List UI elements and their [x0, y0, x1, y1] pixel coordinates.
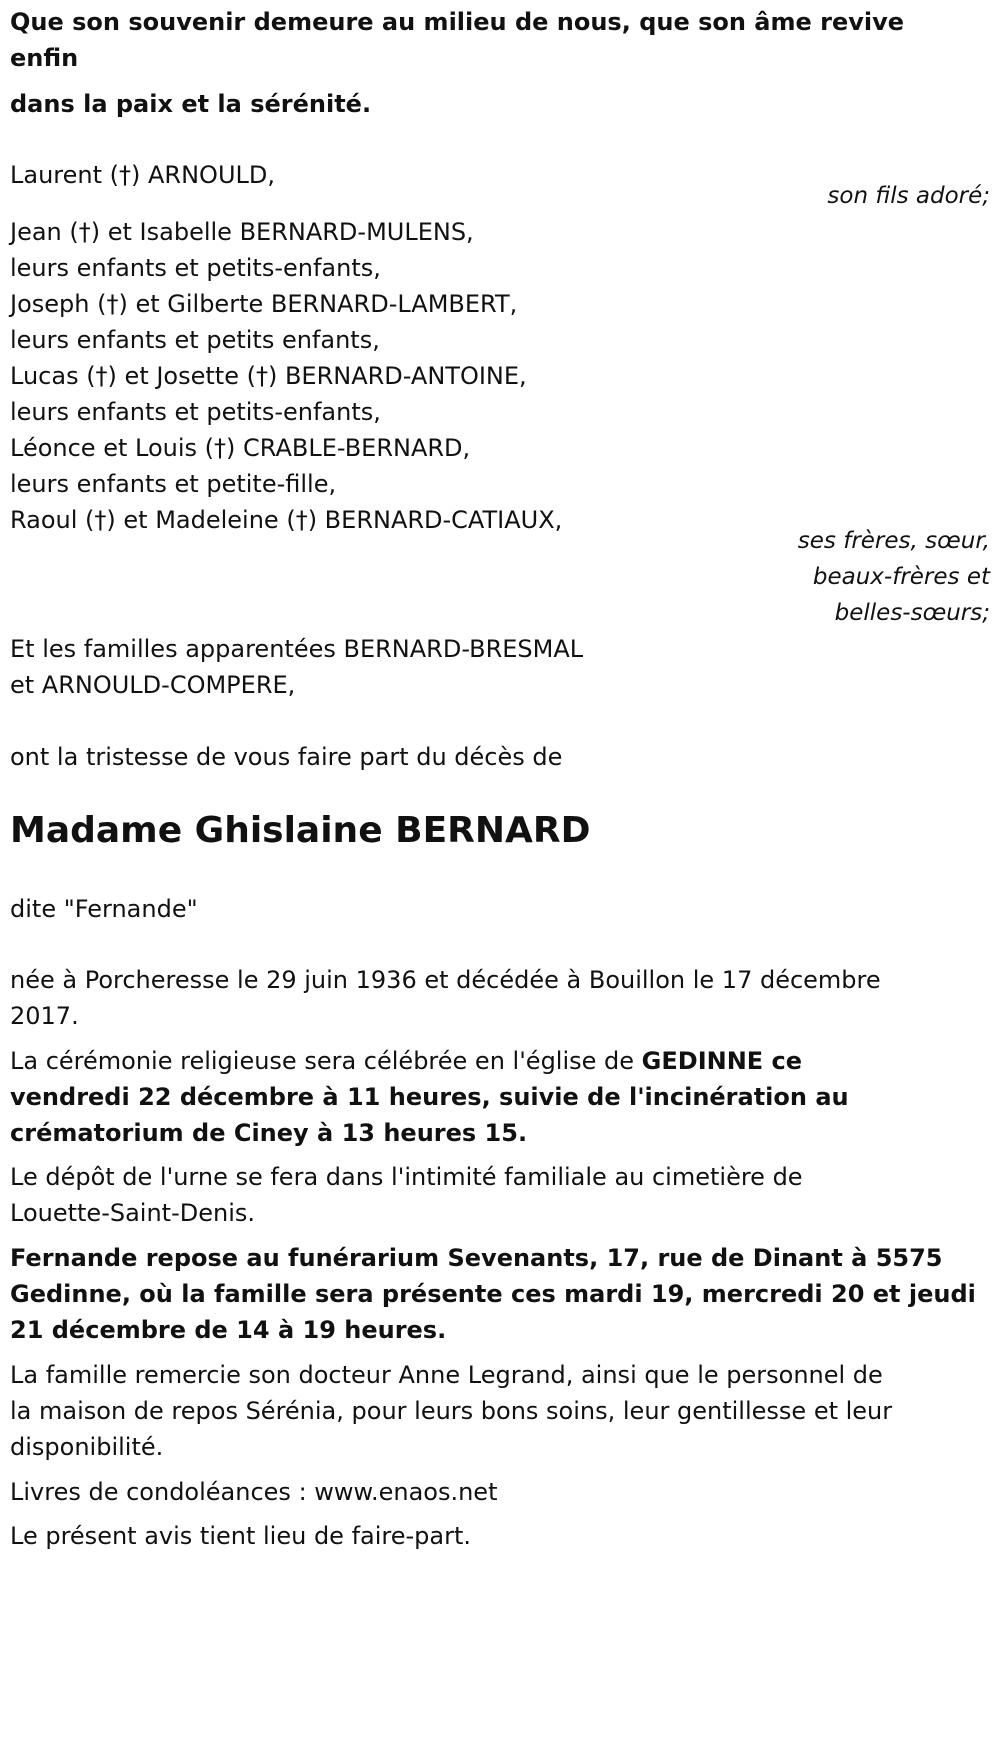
family-line: Léonce et Louis (†) CRABLE-BERNARD,	[10, 434, 471, 462]
announcement: ont la tristesse de vous faire part du décès de	[10, 743, 563, 771]
siblings-relation-line: ses frères, sœur,	[797, 528, 990, 554]
ceremony-text: La cérémonie religieuse sera célébrée en l'église de	[10, 1047, 642, 1075]
thanks-line: la maison de repos Sérénia, pour leurs bons soins, leur gentillesse et leur	[10, 1397, 893, 1425]
condolences-line: Livres de condoléances : www.enaos.net	[10, 1478, 498, 1506]
notice-line: Le présent avis tient lieu de faire-part.	[10, 1522, 472, 1550]
funerarium-line: Gedinne, où la famille sera présente ces mardi 19, mercredi 20 et jeudi	[10, 1280, 976, 1308]
siblings-relation-line: beaux-frères et	[812, 564, 990, 590]
family-line: Raoul (†) et Madeleine (†) BERNARD-CATIAUX,	[10, 506, 563, 534]
thanks-line: disponibilité.	[10, 1433, 164, 1461]
family-line: leurs enfants et petits-enfants,	[10, 254, 381, 282]
thanks-line: La famille remercie son docteur Anne Legrand, ainsi que le personnel de	[10, 1361, 883, 1389]
family-line: leurs enfants et petite-fille,	[10, 470, 337, 498]
family-line: Joseph (†) et Gilberte BERNARD-LAMBERT,	[10, 290, 518, 318]
ceremony-line-1	[10, 1043, 802, 1079]
son-relation: son fils adoré;	[827, 183, 990, 209]
ceremony-location: GEDINNE ce	[641, 1047, 803, 1075]
urn-line: Louette-Saint-Denis.	[10, 1199, 256, 1227]
ceremony-line-3: crématorium de Ciney à 13 heures 15.	[10, 1119, 528, 1147]
related-families-line: et ARNOULD-COMPERE,	[10, 671, 296, 699]
intro-line-1: Que son souvenir demeure au milieu de nous, que son âme revive	[10, 8, 905, 36]
family-line: Jean (†) et Isabelle BERNARD-MULENS,	[10, 218, 474, 246]
deceased-nickname: dite "Fernande"	[10, 895, 198, 923]
family-line: Lucas (†) et Josette (†) BERNARD-ANTOINE,	[10, 362, 527, 390]
birth-death-line: née à Porcheresse le 29 juin 1936 et décédée à Bouillon le 17 décembre	[10, 966, 881, 994]
birth-death-line: 2017.	[10, 1002, 79, 1030]
related-families-line: Et les familles apparentées BERNARD-BRESMAL	[10, 635, 584, 663]
siblings-relation-line: belles-sœurs;	[834, 600, 990, 626]
funerarium-line: 21 décembre de 14 à 19 heures.	[10, 1316, 447, 1344]
ceremony-line-2: vendredi 22 décembre à 11 heures, suivie de l'incinération au	[10, 1083, 849, 1111]
son-name: Laurent (†) ARNOULD,	[10, 161, 275, 189]
intro-line-2: enfin	[10, 44, 79, 72]
intro-line-3: dans la paix et la sérénité.	[10, 90, 372, 118]
family-line: leurs enfants et petits enfants,	[10, 326, 380, 354]
family-line: leurs enfants et petits-enfants,	[10, 398, 381, 426]
deceased-name: Madame Ghislaine BERNARD	[10, 810, 591, 851]
funerarium-line: Fernande repose au funérarium Sevenants, 17, rue de Dinant à 5575	[10, 1244, 943, 1272]
urn-line: Le dépôt de l'urne se fera dans l'intimité familiale au cimetière de	[10, 1163, 803, 1191]
